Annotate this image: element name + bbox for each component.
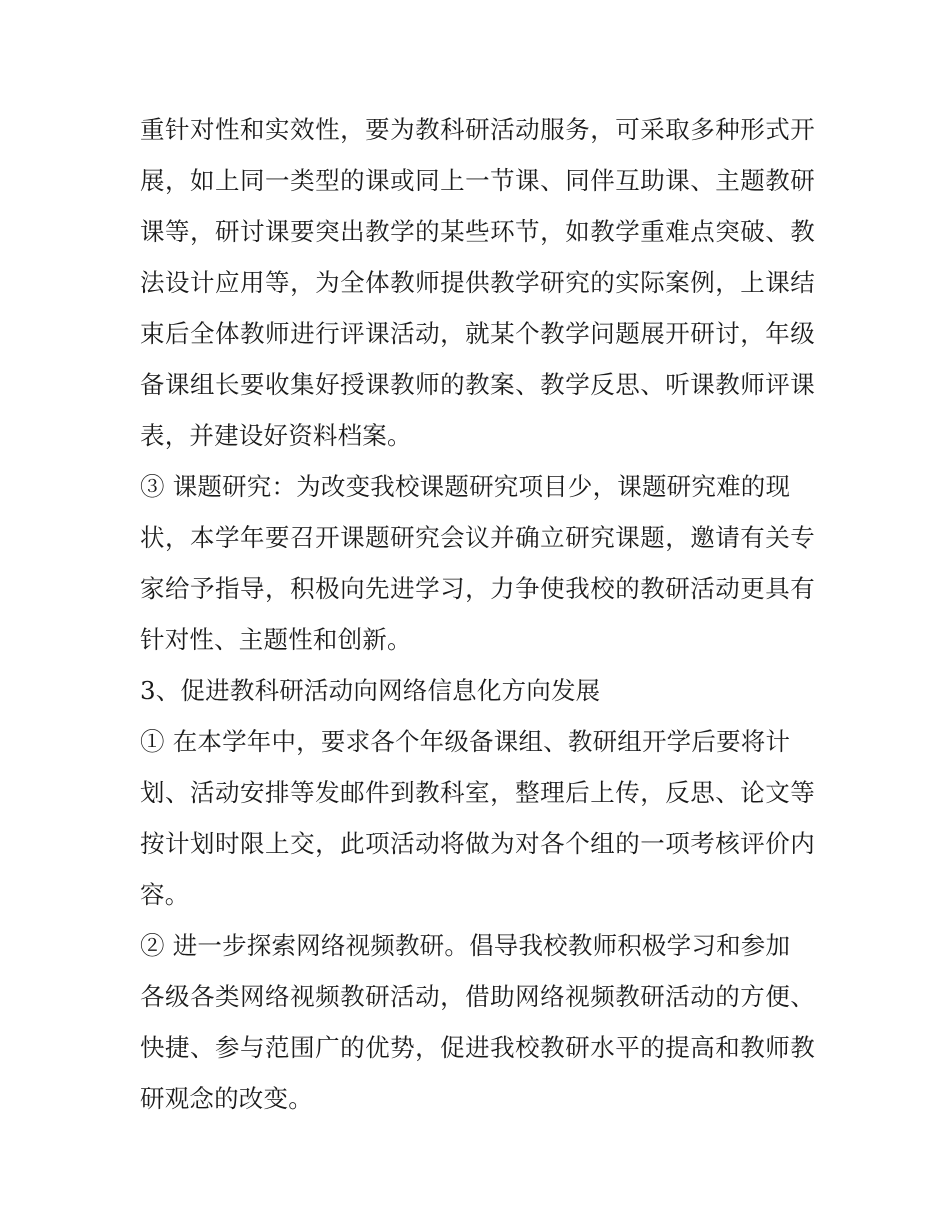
paragraph-line: 法设计应用等，为全体教师提供教学研究的实际案例，上课结	[140, 268, 815, 297]
list-item-email-submission: ① 在本学年中，要求各个年级备课组、教研组开学后要将计	[140, 727, 791, 756]
paragraph-line: 家给予指导，积极向先进学习，力争使我校的教研活动更具有	[140, 574, 815, 603]
paragraph-line: 容。	[140, 880, 190, 909]
paragraph-line: 针对性、主题性和创新。	[140, 625, 412, 654]
paragraph-line: 重针对性和实效性，要为教科研活动服务，可采取多种形式开	[140, 115, 815, 144]
paragraph-line: 表，并建设好资料档案。	[140, 421, 412, 450]
paragraph-line: 快捷、参与范围广的优势，促进我校教研水平的提高和教师教	[140, 1033, 815, 1062]
paragraph-line: 课等，研讨课要突出教学的某些环节，如教学重难点突破、教	[140, 217, 815, 246]
section-heading: 3、促进教科研活动向网络信息化方向发展	[140, 676, 601, 705]
paragraph-line: 状，本学年要召开课题研究会议并确立研究课题，邀请有关专	[140, 523, 815, 552]
paragraph-line: 按计划时限上交，此项活动将做为对各个组的一项考核评价内	[140, 829, 815, 858]
paragraph-line: 束后全体教师进行评课活动，就某个教学问题展开研讨，年级	[140, 319, 815, 348]
paragraph-line: 各级各类网络视频教研活动，借助网络视频教研活动的方便、	[140, 982, 815, 1011]
paragraph-line: 备课组长要收集好授课教师的教案、教学反思、听课教师评课	[140, 370, 815, 399]
paragraph-line: 研观念的改变。	[140, 1084, 313, 1113]
paragraph-line: 展，如上同一类型的课或同上一节课、同伴互助课、主题教研	[140, 166, 815, 195]
document-page	[140, 104, 815, 1124]
list-item-topic-research: ③ 课题研究：为改变我校课题研究项目少，课题研究难的现	[140, 472, 791, 501]
paragraph-line: 划、活动安排等发邮件到教科室，整理后上传，反思、论文等	[140, 778, 815, 807]
list-item-video-research: ② 进一步探索网络视频教研。倡导我校教师积极学习和参加	[140, 931, 791, 960]
